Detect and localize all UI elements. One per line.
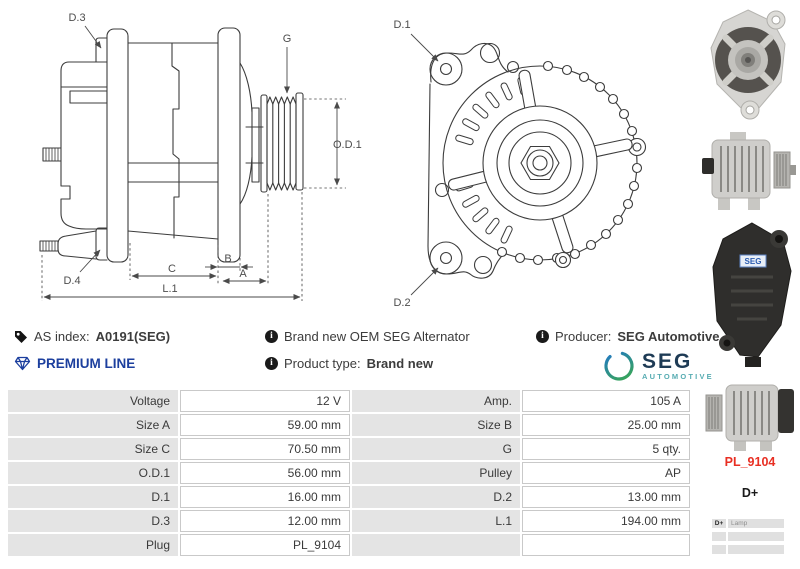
spec-value: AP: [522, 462, 690, 484]
photo-seg-label: SEG: [744, 257, 762, 266]
spec-value: 13.00 mm: [522, 486, 690, 508]
pin-table-empty-cell: [728, 545, 784, 554]
oem-note-text: Brand new OEM SEG Alternator: [284, 329, 470, 344]
spec-label: Size A: [8, 414, 178, 436]
side-view-drawing: [40, 28, 303, 262]
dim-label-a: A: [239, 268, 247, 280]
tag-icon: [14, 330, 28, 344]
seg-logo-text: SEG: [642, 349, 693, 373]
spec-value: PL_9104: [180, 534, 350, 556]
product-type-row: [265, 356, 433, 371]
dim-label-d1: D.1: [393, 19, 411, 31]
dim-label-l1: L.1: [162, 283, 178, 295]
spec-value: 56.00 mm: [180, 462, 350, 484]
spec-label: Plug: [8, 534, 178, 556]
as-index-row: [14, 329, 170, 344]
dim-label-d3: D.3: [68, 12, 86, 24]
producer-row: [536, 329, 719, 344]
spec-label: D.2: [352, 486, 520, 508]
spec-label: D.1: [8, 486, 178, 508]
side-view-dimensions: [42, 12, 362, 301]
front-view-drawing: [428, 43, 646, 278]
pin-table-empty-cell: [728, 532, 784, 541]
info-icon: i: [536, 330, 549, 343]
diamond-icon: [14, 356, 31, 371]
pin-table-function: Lamp: [728, 519, 784, 528]
producer-label: Producer:: [555, 329, 612, 344]
spec-label: Voltage: [8, 390, 178, 412]
spec-label: Size B: [352, 414, 520, 436]
spec-label: [352, 534, 520, 556]
info-icon: i: [265, 357, 278, 370]
product-type-value: Brand new: [366, 356, 434, 371]
product-type-label: Product type:: [284, 356, 361, 371]
spec-value: 12 V: [180, 390, 350, 412]
technical-drawing: [0, 0, 700, 322]
spec-label: L.1: [352, 510, 520, 532]
spec-value: 105 A: [522, 390, 690, 412]
spec-table: [8, 390, 690, 556]
spec-value: 25.00 mm: [522, 414, 690, 436]
spec-value: 12.00 mm: [180, 510, 350, 532]
product-photo-side-right[interactable]: [700, 124, 800, 214]
spec-label: D.3: [8, 510, 178, 532]
pin-table-terminal: D+: [712, 519, 726, 528]
product-photo-front[interactable]: [701, 4, 797, 122]
seg-automotive-logo: [602, 349, 714, 383]
dim-label-g: G: [282, 33, 292, 45]
spec-label: O.D.1: [8, 462, 178, 484]
spec-label: Size C: [8, 438, 178, 460]
oem-note-row: [265, 329, 470, 344]
product-photo-side-left[interactable]: [700, 375, 800, 453]
pin-table: [712, 519, 784, 554]
spec-label: G: [352, 438, 520, 460]
dim-label-b: B: [224, 253, 232, 265]
plug-code: PL_9104: [724, 455, 776, 469]
spec-value: 194.00 mm: [522, 510, 690, 532]
pin-table-empty-cell: [712, 545, 726, 554]
dim-label-d2: D.2: [393, 297, 411, 309]
terminal-designation: D+: [741, 486, 759, 500]
spec-value: 59.00 mm: [180, 414, 350, 436]
product-photo-rear[interactable]: [707, 217, 797, 373]
premium-line-row: [14, 356, 135, 371]
seg-logo-tagline: AUTOMOTIVE: [642, 371, 714, 381]
as-index-value: A0191(SEG): [95, 329, 171, 344]
dim-label-od1: O.D.1: [333, 139, 362, 151]
spec-value: 16.00 mm: [180, 486, 350, 508]
dim-label-c: C: [168, 263, 176, 275]
spec-value: 5 qty.: [522, 438, 690, 460]
dim-label-d4: D.4: [63, 275, 81, 287]
as-index-label: AS index:: [34, 329, 90, 344]
producer-value: SEG Automotive: [617, 329, 720, 344]
seg-ring-icon: [602, 349, 636, 383]
pin-table-empty-cell: [712, 532, 726, 541]
spec-label: Pulley: [352, 462, 520, 484]
spec-label: Amp.: [352, 390, 520, 412]
premium-line-badge[interactable]: PREMIUM LINE: [37, 356, 136, 371]
spec-value: [522, 534, 690, 556]
spec-value: 70.50 mm: [180, 438, 350, 460]
info-icon: i: [265, 330, 278, 343]
